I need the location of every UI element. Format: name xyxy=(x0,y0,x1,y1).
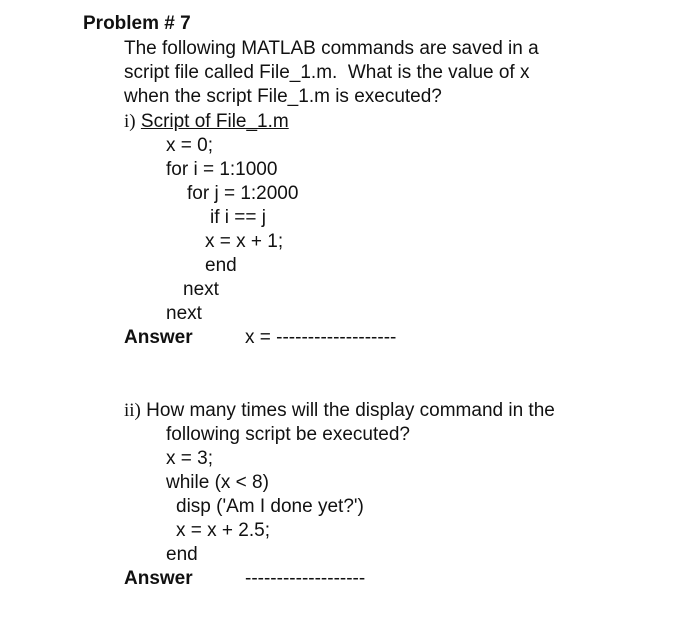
code1-line-4: if i == j xyxy=(210,207,266,228)
code2-line-5: end xyxy=(166,544,198,565)
code1-line-8: next xyxy=(166,303,202,324)
code1-line-7: next xyxy=(183,279,219,300)
part2-answer-label: Answer xyxy=(124,568,193,589)
part1-answer-label: Answer xyxy=(124,327,193,348)
intro-line-1: The following MATLAB commands are saved in a xyxy=(124,38,539,59)
part2-question-1: How many times will the display command in the xyxy=(146,400,555,421)
part2-marker: ii) xyxy=(124,400,141,421)
code2-line-2: while (x < 8) xyxy=(166,472,269,493)
intro-line-2: script file called File_1.m. What is the value of x xyxy=(124,62,530,83)
code2-line-3: disp ('Am I done yet?') xyxy=(176,496,364,517)
part1-heading: Script of File_1.m xyxy=(140,111,289,132)
code1-line-2: for i = 1:1000 xyxy=(166,159,278,180)
code1-line-3: for j = 1:2000 xyxy=(187,183,299,204)
part1-answer-blank: x = ------------------- xyxy=(245,327,397,348)
part1-marker: i) xyxy=(124,111,136,132)
code2-line-1: x = 3; xyxy=(166,448,213,469)
code1-line-1: x = 0; xyxy=(166,135,213,156)
part2-question-line xyxy=(124,400,555,422)
problem-title: Problem # 7 xyxy=(83,13,191,34)
part2-question-2: following script be executed? xyxy=(166,424,410,445)
code1-line-6: end xyxy=(205,255,237,276)
code2-line-4: x = x + 2.5; xyxy=(176,520,270,541)
code1-line-5: x = x + 1; xyxy=(205,231,284,252)
part2-answer-blank: ------------------- xyxy=(245,568,366,589)
part1-heading-line xyxy=(124,111,289,133)
intro-line-3: when the script File_1.m is executed? xyxy=(124,86,442,107)
